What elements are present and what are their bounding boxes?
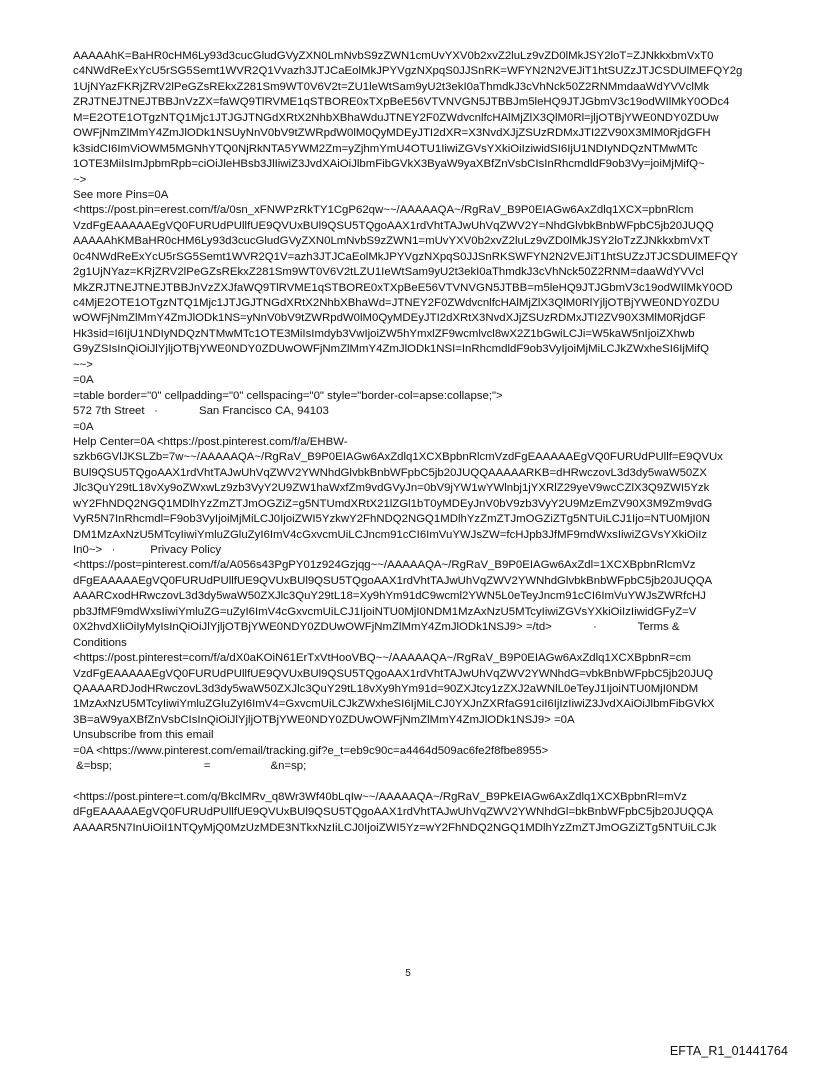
text-line: 0c4NWdReExYcU5rSG5Semt1WVR2Q1V=azh3JTJCaEolMkJPYVgzNXpqS0JJSnRKSWFYN2N2VEJiT1htSUZzJTJCSDUlMEFQY bbox=[73, 250, 738, 263]
bates-number: EFTA_R1_01441764 bbox=[669, 1044, 788, 1058]
help-center-line: Help Center=0A <https://post.pinterest.com/f/a/EHBW- bbox=[73, 435, 348, 448]
page-number: 5 bbox=[405, 968, 411, 979]
text-line: =0A bbox=[73, 374, 94, 387]
blank-line bbox=[73, 775, 751, 790]
text-line: ZRJTNEJTNEJTBBJnVzZX=faWQ9TlRVME1qSTBORE0xTXpBeE56VTVNVGN5JTBBJm5leHQ9JTJGbmV3c19odWIlMkY0ODc4 bbox=[73, 96, 730, 109]
text-line: MkZRJTNEJTNEJTBBJnVzZXJfaWQ9TlRVME1qSTBORE0xTXpBeE56VTVNVGN5JTBB=m5leHQ9JTJGbmV3c19odWIlMkY0OD bbox=[73, 281, 733, 294]
text-line: wOWFjNmZlMmY4ZmJlODk1NS=yNnV0bV9tZWRpdW0lM0QyMDEyJTI2dXRtX3NvdXJjZSUzRDMxJTI2ZV90X3MlM0RjdGF bbox=[73, 312, 706, 325]
text-line: c4NWdReExYcU5rSG5Semt1WVR2Q1Vvazh3JTJCaEolMkJPYVgzNXpqS0JJSnRK=WFYN2N2VEJiT1htSUZzJTJCSDUlMEFQY2g bbox=[73, 65, 743, 78]
text-line: <https://post.pinterest=com/f/a/dX0aKOiN61ErTxVtHooVBQ~~/AAAAAQA~/RgRaV_B9P0EIAGw6AxZdlq1XCXBpbnR=cm bbox=[73, 652, 691, 665]
text-line: QAAAARDJodHRwczovL3d3dy5waW50ZXJlc3QuY29tL18vXy9hYm91d=90ZXJtcy1zZXJ2aWNlL0eTeyJ1IjoiNTU0MjI0NDM bbox=[73, 682, 699, 695]
text-line: dFgEAAAAAEgVQ0FURUdPUllfUE9QVUxBUl9QSU5TQgoAAX1rdVhtTAJwUhVqZWV2YWNhdGlvbkBnbWFpbC5jb20JUQQA bbox=[73, 574, 713, 587]
text-line: =0A bbox=[73, 420, 94, 433]
text-line: Jlc3QuY29tL18vXy9oZWxwLz9zb3VyY2U9ZW1haWxfZm9vdGVyJn=0bV9jYW1wYWlnbj1jYXRlZ29yeV9wcCZlX3Q9ZWI5Yzk bbox=[73, 482, 710, 495]
text-line: =table border="0" cellpadding="0" cellspacing="0" style="border-col=apse:collapse;"> bbox=[73, 389, 503, 402]
text-line: szkb6GVlJKSLZb=7w~~/AAAAAQA~/RgRaV_B9P0EIAGw6AxZdlq1XCXBpbnRlcmVzdFgEAAAAAEgVQ0FURUdPUllf=E9QVUx bbox=[73, 451, 723, 464]
unsubscribe-line: Unsubscribe from this email bbox=[73, 729, 214, 742]
text-line: BUl9QSU5TQgoAAX1rdVhtTAJwUhVqZWV2YWNhdGlvbkBnbWFpbC5jb20JUQQAAAAARKB=dHRwczovL3d3dy5waW50ZX bbox=[73, 466, 707, 479]
text-line: dFgEAAAAAEgVQ0FURUdPUllfUE9QVUxBUl9QSU5TQgoAAX1rdVhtTAJwUhVqZWV2YWNhdGl=bkBnbWFpbC5jb20JUQQA bbox=[73, 806, 714, 819]
text-line: VzdFgEAAAAAEgVQ0FURUdPUllfUE9QVUxBUl9QSU5TQgoAAX1rdVhtTAJwUhVqZWV2Y=NhdGlvbkBnbWFpbC5jb20JUQQ bbox=[73, 219, 714, 232]
nbsp-line: &=bsp; = &n=sp; bbox=[73, 760, 307, 773]
text-line: Hk3sid=I6IjU1NDIyNDQzNTMwMTc1OTE3MiIsImdyb3VwIjoiZW5hYmxlZF9wcmlvcl8wX2Z1bGwiLCJi=W5kaW5nIjoiZXhwb bbox=[73, 327, 695, 340]
text-line: AAAAAhKMBaHR0cHM6Ly93d3cucGludGVyZXN0LmNvbS9zZWN1=mUvYXV0b2xvZ2luLz9vZD0lMkJSY2loTzZJNkkxbmVxT bbox=[73, 235, 710, 248]
text-line: OWFjNmZlMmY4ZmJlODk1NSUyNnV0bV9tZWRpdW0lM0QyMDEyJTI2dXR=X3NvdXJjZSUzRDMxJTI2ZV90X3MlM0RjdGFH bbox=[73, 127, 711, 140]
text-line: 1MzAxNzU5MTcyIiwiYmluZGluZyI6ImV4=GxvcmUiLCJkZWxheSI6IjMiLCJ0YXJnZXRfaG91ciI6IjIzIiwiZ3JvdXAiOiJlbmFibGVkX bbox=[73, 698, 715, 711]
text-line: AAAAR5N7InUiOiI1NTQyMjQ0MzUzMDE3NTkxNzIiLCJ0IjoiZWI5Yz=wY2FhNDQ2NGQ1MDlhYzZmZTJmOGZiZTg5NTUiLCJk bbox=[73, 821, 717, 834]
privacy-policy-line: In0~> · Privacy Policy bbox=[73, 544, 222, 556]
text-line: G9yZSIsInQiOiJlYjljOTBjYWE0NDY0ZDUwOWFjNmZlMmY4ZmJlODk1NSI=InRhcmdldF9ob3VyIjoiMjMiLCJkZWxheSI6IjMifQ bbox=[73, 343, 709, 356]
conditions-line: Conditions bbox=[73, 636, 127, 649]
text-line: <https://post=pinterest.com/f/a/A056s43PgPY01z924Gzjqg~~/AAAAAQA~/RgRaV_B9P0EIAGw6AxZdl=1XCXBpbnRlcmVz bbox=[73, 559, 696, 572]
email-source-text-body bbox=[73, 49, 751, 836]
tracking-gif-line: =0A <https://www.pinterest.com/email/tracking.gif?e_t=eb9c90c=a4464d509ac6fe2f8fbe8955> bbox=[73, 744, 549, 757]
text-line: wY2FhNDQ2NGQ1MDlhYzZmZTJmOGZiZ=g5NTUmdXRtX21lZGl1bT0yMDEyJnV0bV9zb3VyY2U9MzEmZV90X3M9Zm9vdG bbox=[73, 497, 713, 510]
text-line: VzdFgEAAAAAEgVQ0FURUdPUllfUE9QVUxBUl9QSU5TQgoAAX1rdVhtTAJwUhVqZWV2YWNhdG=vbkBnbWFpbC5jb20JUQ bbox=[73, 667, 714, 680]
address-line: 572 7th Street · San Francisco CA, 94103 bbox=[73, 405, 329, 418]
see-more-pins-label: See more Pins=0A bbox=[73, 188, 169, 201]
text-line: VyR5N7InRhcmdl=F9ob3VyIjoiMjMiLCJ0IjoiZWI5YzkwY2FhNDQ2NGQ1MDlhYzZmZTJmOGZiZTg5NTUiLCJ1Ijo=NTU0MjI0N bbox=[73, 513, 711, 526]
text-line: c4MjE2OTE1OTgzNTQ1Mjc1JTJGJTNGdXRtX2NhbXBhaWd=JTNEY2F0ZWdvcnlfcHAlMjZlX3QlM0RlYjljOTBjYWE0NDY0ZDU bbox=[73, 297, 720, 309]
text-line: ~~> bbox=[73, 358, 93, 371]
text-line: M=E2OTE1OTgzNTQ1Mjc1JTJGJTNGdXRtX2NhbXBhaWduJTNEY2F0ZWdvcnlfcHAlMjZlX3QlM0Rl=jljOTBjYWE0NDY0ZDUw bbox=[73, 111, 719, 124]
text-line: <https://post.pin=erest.com/f/a/0sn_xFNWPzRkTY1CgP62qw~~/AAAAAQA~/RgRaV_B9P0EIAGw6AxZdlq1XCX=pbnRlcm bbox=[73, 204, 694, 217]
text-line: pb3JfMF9mdWxsIiwiYmluZG=uZyI6ImV4cGxvcmUiLCJ1IjoiNTU0MjI0NDM1MzAxNzU5MTcyIiwiZGVsYXkiOiIzIiwidGFyZ=V bbox=[73, 605, 697, 618]
terms-line: 0X2hvdXIiOiIyMyIsInQiOiJlYjljOTBjYWE0NDY0ZDUwOWFjNmZlMmY4ZmJlODk1NSJ9> =/td> · Terms & bbox=[73, 621, 680, 634]
text-line: 2g1UjNYaz=KRjZRV2lPeGZsREkxZ281Sm9WT0V6V2tLZU1IeWtSam9yU2t3ekI0aThmdkJ3cVhNck50Z2RNM=daaWdYVVcl bbox=[73, 266, 704, 279]
text-line: 3B=aW9yaXBfZnVsbCIsInQiOiJlYjljOTBjYWE0NDY0ZDUwOWFjNmZlMmY4ZmJlODk1NSJ9> =0A bbox=[73, 713, 575, 726]
text-line: ~> bbox=[73, 173, 87, 186]
text-line: 1OTE3MiIsImJpbmRpb=ciOiJleHBsb3JlIiwiZ3JvdXAiOiJlbmFibGVkX3ByaW9yaXBfZnVsbCIsInRhcmdldF9ob3Vy=joiMjMifQ~ bbox=[73, 158, 705, 171]
text-line: DM1MzAxNzU5MTcyIiwiYmluZGluZyI6ImV4cGxvcmUiLCJncm91cCI6ImVuYWJsZW=fcHJpb3JfMF9mdWxsIiwiZGVsYXkiOiIz bbox=[73, 528, 708, 541]
text-line: <https://post.pintere=t.com/q/BkclMRv_q8Wr3Wf40bLqIw~~/AAAAAQA~/RgRaV_B9PkEIAGw6AxZdlq1XCXBpbnRl=mVz bbox=[73, 791, 687, 803]
text-line: 1UjNYazFKRjZRV2lPeGZsREkxZ281Sm9WT0V6V2t=ZU1leWtSam9yU2t3ekI0aThmdkJ3cVhNck50Z2RNMmdaaWdYVVclMk bbox=[73, 80, 710, 93]
text-line: AAARCxodHRwczovL3d3dy5waW50ZXJlc3QuY29tL18=Xy9hYm91dC9wcml2YWN5L0eTeyJncm91cCI6ImVuYWJsZWRfcHJ bbox=[73, 590, 706, 603]
text-line: k3sidCI6ImViOWM5MGNhYTQ0NjRkNTA5YWM2Zm=yZjhmYmU4OTU1IiwiZGVsYXkiOiIziwidSI6IjU1NDIyNDQzNTMwMTc bbox=[73, 142, 698, 155]
text-line: AAAAAhK=BaHR0cHM6Ly93d3cucGludGVyZXN0LmNvbS9zZWN1cmUvYXV0b2xvZ2luLz9vZD0lMkJSY2loT=ZJNkkxbmVxT0 bbox=[73, 50, 714, 62]
